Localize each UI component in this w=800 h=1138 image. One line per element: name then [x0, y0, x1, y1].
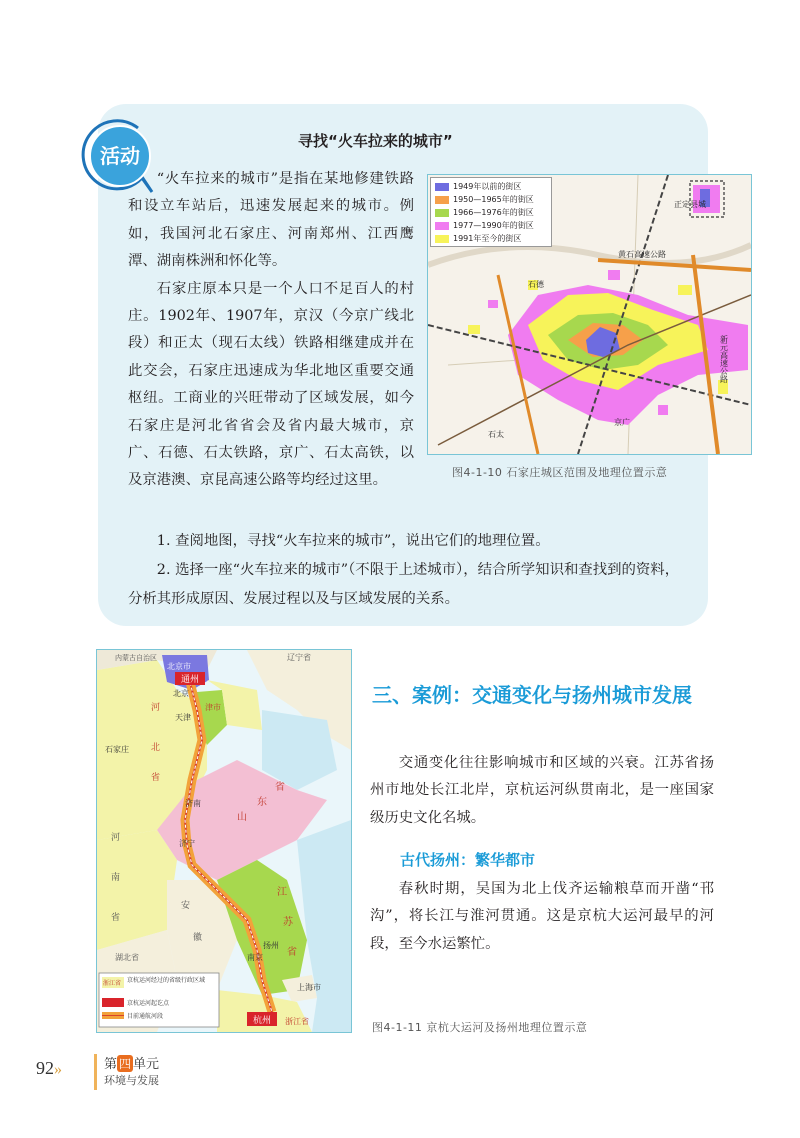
task-item: 2. 选择一座“火车拉来的城市”（不限于上述城市），结合所学知识和查找到的资料，分析其形成原因、发展过程以及与区域发展的关系。	[128, 562, 680, 607]
map2-label-anhui-an: 安	[181, 901, 191, 911]
footer-unit: 第 四 单元	[104, 1057, 160, 1072]
map2-label-jinan: 济南	[185, 799, 201, 808]
map2-label-shandong-dong: 东	[257, 797, 267, 808]
map2-caption: 图4-1-11 京杭大运河及扬州地理位置示意	[372, 1021, 588, 1034]
map2-label-tianjin-shi: 津市	[205, 703, 221, 712]
activity-tasks	[128, 527, 693, 614]
footer-divider	[94, 1054, 97, 1090]
map2-label-jiangsu-sheng: 省	[287, 947, 297, 958]
sub-heading: 古代扬州：繁华都市	[400, 851, 536, 869]
task-item: 1. 查阅地图，寻找“火车拉来的城市”，说出它们的地理位置。	[156, 533, 550, 549]
map2-label-tianjin: 天津	[175, 713, 191, 722]
map1-label-zhengding: 正定县城	[674, 200, 706, 209]
map1-caption: 图4-1-10 石家庄城区范围及地理位置示意	[452, 466, 668, 479]
map1-label-shide: 石德	[528, 280, 544, 289]
grand-canal-map-figure	[97, 650, 351, 1032]
sub-body	[370, 876, 714, 958]
map1-label-xinyuan: 新元高速公路	[719, 335, 729, 383]
grand-canal-map	[96, 649, 352, 1033]
sub-paragraph: 春秋时期，吴国为北上伐齐运输粮草而开凿“邗沟”，将长江与淮河贯通。这是京杭大运河最早的河段，至今水运繁忙。	[370, 881, 714, 952]
section-body	[370, 750, 714, 832]
map2-label-liaoning: 辽宁省	[287, 653, 311, 662]
map1-label-jingguang: 京广	[614, 418, 630, 427]
map2-label-henan-sheng: 省	[111, 913, 121, 923]
legend-row: 1977—1990年的街区	[435, 220, 534, 231]
map2-label-shandong-sheng: 省	[275, 782, 285, 793]
activity-badge-label: 活动	[100, 144, 140, 168]
map1-label-huangshi: 黄石高速公路	[618, 250, 666, 259]
map2-legend-navigable: 目前通航河段	[127, 1013, 164, 1020]
map2-label-anhui-hui: 徽	[193, 933, 203, 943]
map2-legend-region: 京杭运河经过的省级行政区域	[127, 977, 206, 984]
map2-label-jiangsu-jiang: 江	[277, 887, 287, 898]
map2-label-tongzhou: 通州	[180, 675, 200, 685]
map2-label-shandong-shan: 山	[237, 812, 247, 823]
section-paragraph: 交通变化往往影响城市和区域的兴衰。江苏省扬州市地处长江北岸，京杭运河纵贯南北，是一座国家级历史文化名城。	[370, 755, 714, 826]
section-heading: 三、案例：交通变化与扬州城市发展	[372, 683, 692, 707]
activity-paragraph: 石家庄原本只是一个人口不足百人的村庄。1902年、1907年，京汉（今京广线北段）和正太（现石太线）铁路相继建成并在此交会，石家庄迅速成为华北地区重要交通枢纽。工商业的兴旺带动了区域发展，如今石家庄是河北省省会及省内最大城市，京广、石德、石太铁路，京广、石太高铁，以及京港澳、京昆高速公路等均经过这里。	[128, 280, 414, 489]
map2-label-hangzhou: 杭州	[252, 1016, 272, 1026]
map2-label-hebei-he: 河	[151, 703, 161, 713]
map2-label-nanjing: 南京	[247, 953, 263, 962]
map2-legend-zhejiang: 浙江省	[103, 980, 122, 987]
map2-label-shanghai: 上海市	[297, 983, 321, 992]
map2-legend-endpoints: 京杭运河起讫点	[127, 1000, 170, 1007]
map2-label-henan-nan: 南	[111, 873, 121, 883]
shijiazhuang-map	[427, 174, 752, 455]
map2-label-jiangsu-su: 苏	[283, 917, 293, 928]
legend-row: 1991年至今的街区	[435, 233, 521, 244]
map2-label-beijing: 北京	[173, 689, 189, 698]
map2-label-hubei: 湖北省	[115, 953, 139, 962]
unit-number-badge: 四	[119, 1057, 132, 1071]
map2-label-yangzhou: 扬州	[263, 941, 279, 950]
map2-label-shijiazhuang: 石家庄	[105, 745, 129, 754]
legend-row: 1949年以前的街区	[435, 181, 521, 192]
map2-label-zhejiang: 浙江省	[285, 1017, 309, 1026]
legend-row: 1950—1965年的街区	[435, 194, 534, 205]
map2-label-hebei-bei: 北	[151, 743, 161, 753]
map1-label-shitai: 石太	[488, 430, 504, 439]
map2-label-henan-he: 河	[111, 833, 121, 843]
map1-legend	[430, 177, 552, 247]
activity-paragraph: “火车拉来的城市”是指在某地修建铁路和设立车站后，迅速发展起来的城市。例如，我国河北石家庄、河南郑州、江西鹰潭、湖南株洲和怀化等。	[128, 171, 414, 270]
map2-label-hebei-sheng: 省	[151, 773, 161, 783]
footer-theme: 环境与发展	[104, 1074, 159, 1087]
map2-label-neimenggu: 内蒙古自治区	[115, 654, 157, 662]
map2-label-jining: 济宁	[179, 839, 195, 848]
legend-row: 1966—1976年的街区	[435, 207, 534, 218]
activity-title: 寻找“火车拉来的城市”	[298, 132, 453, 150]
activity-text	[128, 166, 414, 495]
map2-label-beijing-shi: 北京市	[167, 662, 191, 671]
page-number: 92»	[36, 1058, 62, 1078]
